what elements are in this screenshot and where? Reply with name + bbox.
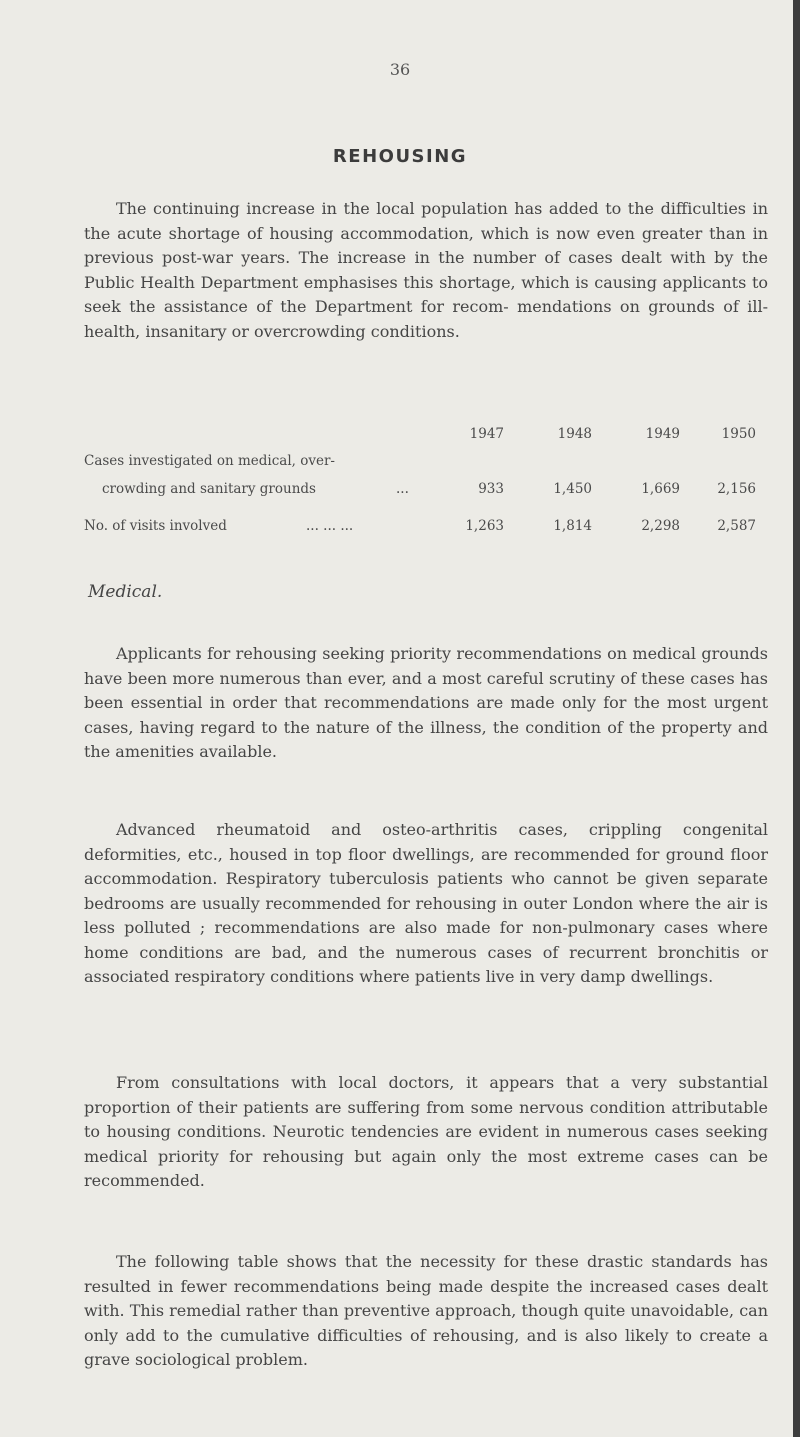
year-header-1948: 1948 <box>557 426 592 442</box>
intro-paragraph: The continuing increase in the local population has added to the difficulties in the acute shortage of housing accommodation, which is now even greater than in previous post-war years. The increase in the number of cases dealt with by the Public Health Department emphasises this shortage, which is causing applicants to seek the assistance of the Department for recom- mendations on grounds of ill-health, insanitary or overcrowding conditions. <box>84 199 768 341</box>
cases-1949: 1,669 <box>641 481 680 497</box>
medical-paragraph-3: From consultations with local doctors, it appears that a very substantial proportion of their patients are suffering from some nervous condition attributable to housing conditions. Neurotic tendencies are evident in numerous cases seeking medical priority for rehousing but again only the most extreme cases can be recommended. <box>84 1073 768 1190</box>
row-leader-visits: ... ... ... <box>306 518 354 534</box>
year-header-1947: 1947 <box>469 426 504 442</box>
medical-paragraph-1: Applicants for rehousing seeking priority recommendations on medical grounds have been more numerous than ever, and a most careful scrutiny of these cases has been essential in order that recommendations are made only for the most urgent cases, having regard to the nature of the illness, the condition of the property and the amenities available. <box>84 644 768 761</box>
row-leader-cases: ... <box>396 481 409 497</box>
row-label-cases-line2: crowding and sanitary grounds <box>102 481 316 497</box>
visits-1948: 1,814 <box>553 518 592 534</box>
visits-1950: 2,587 <box>717 518 756 534</box>
page-edge <box>793 0 800 1437</box>
row-label-visits: No. of visits involved <box>84 518 227 534</box>
visits-1949: 2,298 <box>641 518 680 534</box>
row-label-cases-line1: Cases investigated on medical, over- <box>84 453 335 469</box>
page-number: 36 <box>389 60 411 79</box>
cases-1947: 933 <box>478 481 504 497</box>
cases-1948: 1,450 <box>553 481 592 497</box>
medical-paragraph-2: Advanced rheumatoid and osteo-arthritis cases, crippling congenital deformities, etc., housed in top floor dwellings, are recommended for ground floor accommodation. Respiratory tuberculosis patients who cannot be given separate bedrooms are usually recommended for rehousing in outer London where the air is less polluted ; recommendations are also made for non-pulmonary cases where home conditions are bad, and the numerous cases of recurrent bronchitis or associated respiratory conditions where patients live in very damp dwellings. <box>84 820 768 986</box>
year-header-1949: 1949 <box>645 426 680 442</box>
page-title: REHOUSING <box>332 146 468 167</box>
cases-1950: 2,156 <box>717 481 756 497</box>
medical-paragraph-4: The following table shows that the necessity for these drastic standards has resulted in fewer recommendations being made despite the increased cases dealt with. This remedial rather than preventive approach, though quite unavoidable, can only add to the cumulative difficulties of rehousing, and is also likely to create a grave sociological problem. <box>84 1252 768 1369</box>
section-heading-medical: Medical. <box>88 582 163 602</box>
visits-1947: 1,263 <box>465 518 504 534</box>
year-header-1950: 1950 <box>721 426 756 442</box>
